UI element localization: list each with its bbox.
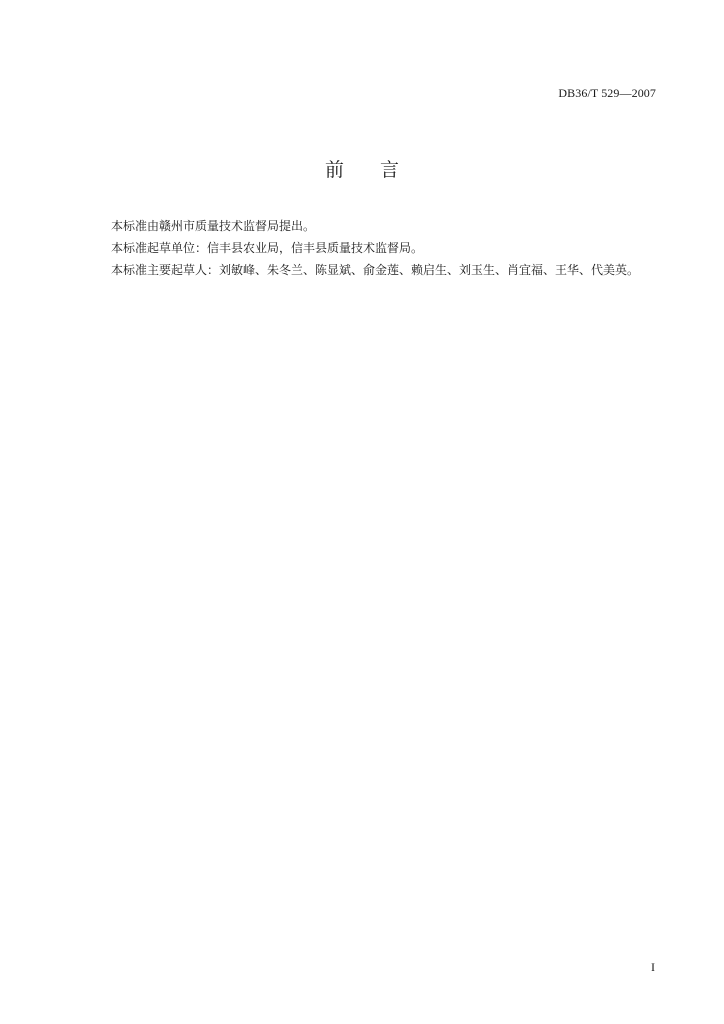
foreword-line-proposer: 本标准由赣州市质量技术监督局提出。 <box>111 219 316 233</box>
title-char-2: 言 <box>380 159 400 181</box>
foreword-line-drafters: 本标准主要起草人：刘敏峰、朱冬兰、陈显斌、俞金莲、赖启生、刘玉生、肖宜福、王华、代美英。 <box>111 263 640 277</box>
page-number: I <box>651 960 655 974</box>
page-title <box>0 155 724 182</box>
foreword-line-drafting-units: 本标准起草单位：信丰县农业局，信丰县质量技术监督局。 <box>111 241 424 255</box>
title-char-1: 前 <box>324 159 344 181</box>
foreword-body <box>111 215 671 281</box>
standard-code: DB36/T 529—2007 <box>558 86 656 100</box>
